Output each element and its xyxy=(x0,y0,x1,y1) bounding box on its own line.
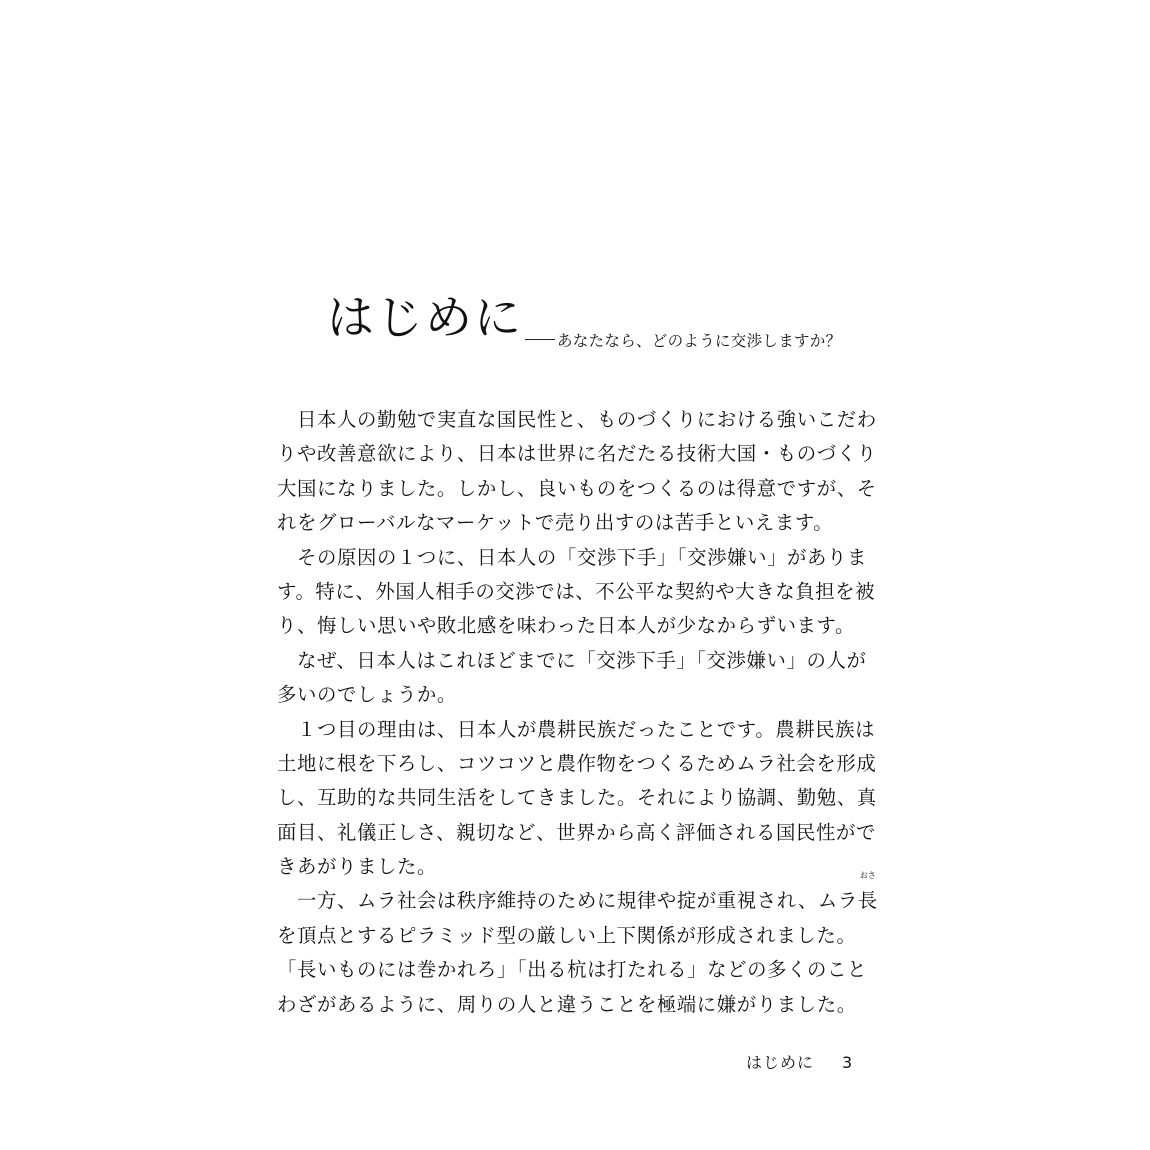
body-line: 「長いものには巻かれろ」「出る杭は打たれる」などの多くのこと xyxy=(277,958,868,982)
ruby-base: 長 xyxy=(857,889,878,913)
body-text xyxy=(277,403,878,1022)
body-line: 日本人の勤勉で実直な国民性と、ものづくりにおける強いこだわ xyxy=(277,408,877,431)
body-line: 面目、礼儀正しさ、親切など、世界から高く評価される国民性がで xyxy=(277,820,876,844)
chapter-heading xyxy=(327,284,887,354)
title-dash xyxy=(525,339,555,340)
running-title: はじめに xyxy=(746,1053,815,1072)
body-line: す。特に、外国人相手の交渉では、不公平な契約や大きな負担を被 xyxy=(277,579,876,603)
body-line: し、互助的な共同生活をしてきました。それにより協調、勤勉、真 xyxy=(277,786,877,810)
body-line: なぜ、日本人はこれほどまでに「交渉下手」「交渉嫌い」の人が xyxy=(277,648,867,672)
body-line: り、悔しい思いや敗北感を味わった日本人が少なからずいます。 xyxy=(277,614,855,638)
chapter-title: はじめに xyxy=(327,291,523,346)
body-line: れをグローバルなマーケットで売り出すのは苦手といえます。 xyxy=(277,511,834,535)
body-line: きあがりました。 xyxy=(277,855,437,879)
body-line: 大国になりました。しかし、良いものをつくるのは得意ですが、そ xyxy=(277,476,877,500)
body-line: その原因の１つに、日本人の「交渉下手」「交渉嫌い」がありま xyxy=(277,545,868,569)
chapter-subtitle: あなたなら、どのように交渉しますか？ xyxy=(557,332,842,350)
body-line: を頂点とするピラミッド型の厳しい上下関係が形成されました。 xyxy=(277,923,857,947)
page-footer xyxy=(746,1050,866,1073)
body-line: わざがあるように、周りの人と違うことを極端に嫌がりました。 xyxy=(277,992,857,1016)
ruby-reading: おさ xyxy=(859,871,876,881)
body-line: りや改善意欲により、日本は世界に名だたる技術大国・ものづくり xyxy=(277,442,877,466)
ruby-annotation xyxy=(857,871,878,918)
body-line: 土地に根を下ろし、コツコツと農作物をつくるためムラ社会を形成 xyxy=(277,751,877,775)
body-line-text: 一方、ムラ社会は秩序維持のために規律や掟が重視され、ムラ xyxy=(277,889,858,913)
body-line-with-ruby xyxy=(277,871,878,918)
body-line: 多いのでしょうか。 xyxy=(277,683,457,707)
page-number: 3 xyxy=(842,1053,853,1072)
body-line: １つ目の理由は、日本人が農耕民族だったことです。農耕民族は xyxy=(277,717,876,741)
